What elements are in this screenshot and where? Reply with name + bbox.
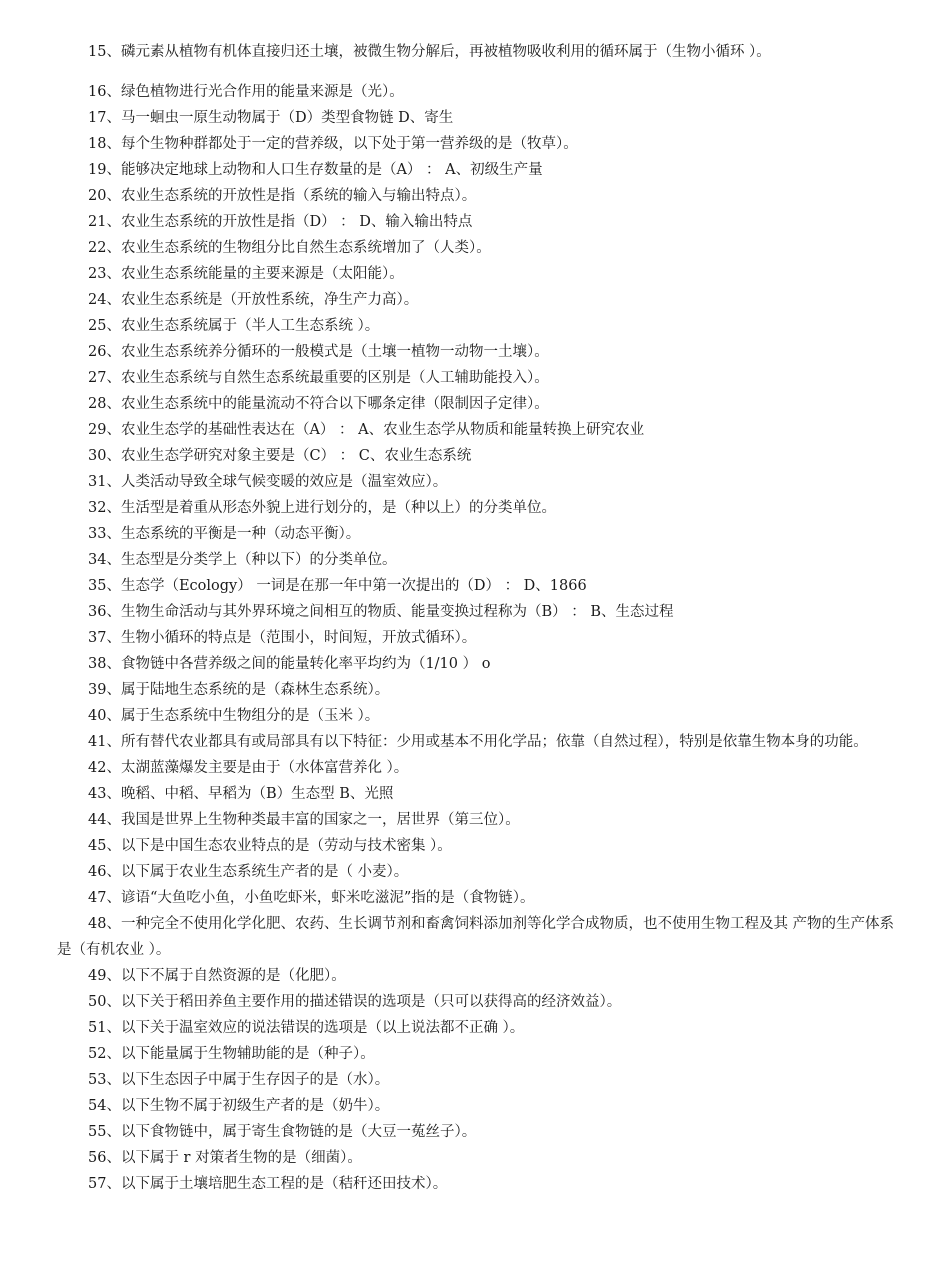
question-item: 30、农业生态学研究对象主要是（C） ： C、农业生态系统	[88, 448, 472, 464]
question-item: 21、农业生态系统的开放性是指（D） ： D、输入输出特点	[88, 214, 473, 230]
question-item: 31、人类活动导致全球气候变暖的效应是（温室效应）。	[88, 474, 448, 490]
question-item: 49、以下不属于自然资源的是（化肥）。	[88, 968, 346, 984]
question-item: 51、以下关于温室效应的说法错误的选项是（以上说法都不正确 ）。	[88, 1020, 525, 1036]
question-item: 35、生态学（Ecology） 一词是在那一年中第一次提出的（D） ： D、1866	[88, 578, 587, 594]
question-item: 16、绿色植物进行光合作用的能量来源是（光）。	[88, 84, 404, 100]
question-item: 38、食物链中各营养级之间的能量转化率平均约为（1/10 ） o	[88, 656, 491, 672]
question-item: 48、一种完全不使用化学化肥、农药、生长调节剂和畜禽饲料添加剂等化学合成物质，也不使用生物工程及其 产物的生产体系是（有机农业 ）。	[57, 916, 895, 958]
question-item: 54、以下生物不属于初级生产者的是（奶牛）。	[88, 1098, 390, 1114]
question-item: 45、以下是中国生态农业特点的是（劳动与技术密集 ）。	[88, 838, 452, 854]
question-item: 34、生态型是分类学上（种以下）的分类单位。	[88, 552, 397, 568]
question-item: 42、太湖蓝藻爆发主要是由于（水体富营养化 ）。	[88, 760, 409, 776]
question-item: 39、属于陆地生态系统的是（森林生态系统）。	[88, 682, 390, 698]
question-item: 41、所有替代农业都具有或局部具有以下特征：少用或基本不用化学品；依靠（自然过程），特别是依靠生物本身的功能。	[88, 734, 868, 750]
question-item: 24、农业生态系统是（开放性系统，净生产力高）。	[88, 292, 419, 308]
question-item: 23、农业生态系统能量的主要来源是（太阳能）。	[88, 266, 404, 282]
question-item: 32、生活型是着重从形态外貌上进行划分的，是（种以上）的分类单位。	[88, 500, 556, 516]
question-item: 43、晚稻、中稻、早稻为（B）生态型 B、光照	[88, 786, 394, 802]
question-item: 25、农业生态系统属于（半人工生态系统 ）。	[88, 318, 380, 334]
question-item: 52、以下能量属于生物辅助能的是（种子）。	[88, 1046, 375, 1062]
question-item: 27、农业生态系统与自然生态系统最重要的区别是（人工辅助能投入）。	[88, 370, 549, 386]
question-item: 44、我国是世界上生物种类最丰富的国家之一，居世界（第三位）。	[88, 812, 520, 828]
question-item: 15、磷元素从植物有机体直接归还土壤，被微生物分解后，再被植物吸收利用的循环属于（生物小循环 ）。	[88, 44, 771, 60]
question-item: 29、农业生态学的基础性表达在（A） ： A、农业生态学从物质和能量转换上研究农业	[88, 422, 645, 438]
question-item: 36、生物生命活动与其外界环境之间相互的物质、能量变换过程称为（B） ： B、生态过程	[88, 604, 674, 620]
question-item: 50、以下关于稻田养鱼主要作用的描述错误的选项是（只可以获得高的经济效益）。	[88, 994, 622, 1010]
question-item: 37、生物小循环的特点是（范围小，时间短，开放式循环）。	[88, 630, 477, 646]
question-item: 40、属于生态系统中生物组分的是（玉米 ）。	[88, 708, 380, 724]
question-item: 46、以下属于农业生态系统生产者的是（ 小麦）。	[88, 864, 409, 880]
question-item: 33、生态系统的平衡是一种（动态平衡）。	[88, 526, 361, 542]
question-item: 55、以下食物链中，属于寄生食物链的是（大豆一菟丝子）。	[88, 1124, 477, 1140]
question-item: 56、以下属于 r 对策者生物的是（细菌）。	[88, 1150, 362, 1166]
question-item: 26、农业生态系统养分循环的一般模式是（土壤一植物一动物一土壤）。	[88, 344, 549, 360]
question-item: 20、农业生态系统的开放性是指（系统的输入与输出特点）。	[88, 188, 477, 204]
question-item: 22、农业生态系统的生物组分比自然生态系统增加了（人类）。	[88, 240, 491, 256]
question-item: 19、能够决定地球上动物和人口生存数量的是（A） ： A、初级生产量	[88, 162, 543, 178]
question-item: 47、谚语“大鱼吃小鱼，小鱼吃虾米，虾米吃滋泥”指的是（食物链）。	[88, 890, 535, 906]
question-item: 28、农业生态系统中的能量流动不符合以下哪条定律（限制因子定律）。	[88, 396, 549, 412]
question-item: 57、以下属于土壤培肥生态工程的是（秸秆还田技术）。	[88, 1176, 448, 1192]
question-item: 17、马一蛔虫一原生动物属于（D）类型食物链 D、寄生	[88, 110, 454, 126]
question-item: 53、以下生态因子中属于生存因子的是（水）。	[88, 1072, 390, 1088]
question-item: 18、每个生物种群都处于一定的营养级，以下处于第一营养级的是（牧草）。	[88, 136, 578, 152]
